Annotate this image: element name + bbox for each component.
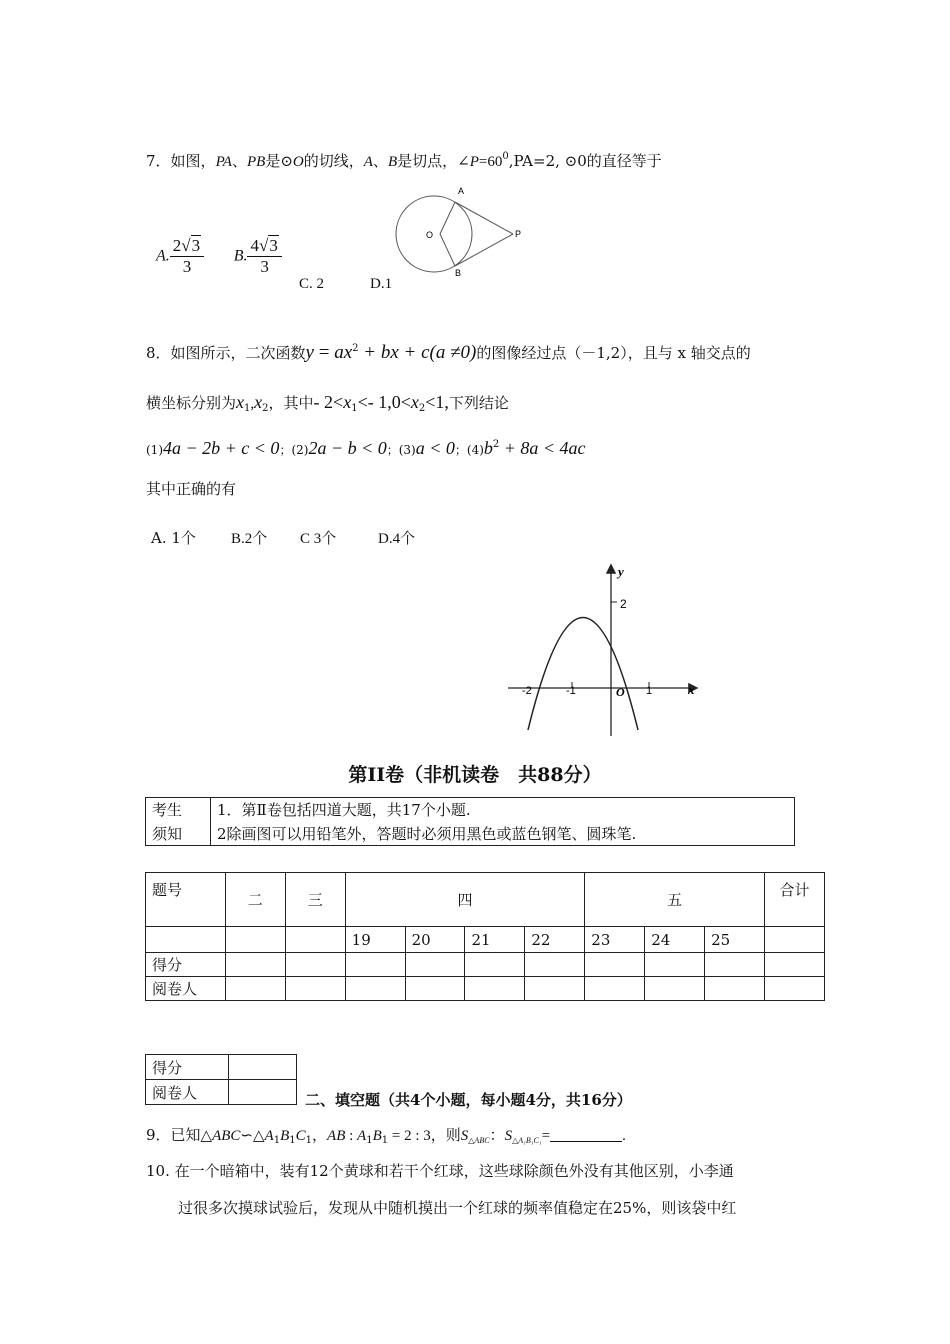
q7-tangent-figure <box>392 180 532 282</box>
q8-ineq-2: <- 1,0< <box>357 392 411 412</box>
score-cell <box>225 977 285 1001</box>
q8-func-cond: (a ≠0) <box>429 342 477 363</box>
score-cell <box>465 977 525 1001</box>
q7-option-c: C. 2 <box>299 276 325 292</box>
q9-colon2: ： <box>489 1126 505 1144</box>
q8-text-after: 的图像经过点（－1,2），且与 x 轴交点的 <box>476 344 751 362</box>
q7-deg: 0 <box>502 151 509 162</box>
score-cell <box>285 953 345 977</box>
q8-c4-label: ；(4) <box>454 443 484 457</box>
score-num-21: 21 <box>465 927 525 953</box>
q8-c4-sq: 2 <box>492 439 500 450</box>
small-score-table <box>145 1054 297 1105</box>
score-cell <box>645 953 705 977</box>
q8-c4-b: b <box>483 438 493 458</box>
q8-x1-sub: 1 <box>244 403 251 414</box>
q8-graph-origin: O <box>616 685 625 699</box>
score-row-grader: 阅卷人 <box>146 977 226 1001</box>
q7-text-f: ,PA=2, ⊙0的直径等于 <box>508 152 662 170</box>
q7-fig-label-p: P <box>515 229 522 239</box>
q9-tri2-b: B <box>280 1128 290 1144</box>
q9-tri2-pre: △A <box>253 1128 274 1144</box>
q7-sep1: 、 <box>231 152 247 170</box>
score-sec5: 五 <box>585 873 765 927</box>
q8-func-a: ax <box>334 342 353 363</box>
score-cell <box>225 953 285 977</box>
score-num-23: 23 <box>585 927 645 953</box>
q7-option-b-coef: 4 <box>250 236 259 255</box>
q8-ineq-x2: x <box>410 392 419 412</box>
q7-sep2: 、 <box>372 152 388 170</box>
score-sec3: 三 <box>285 873 345 927</box>
q7-text-a: 如图， <box>170 152 216 170</box>
q7-radius-ob <box>440 234 455 266</box>
score-cell <box>525 953 585 977</box>
q7-pb: PB <box>246 154 266 170</box>
q9-ratio-b: B <box>372 1128 382 1144</box>
q8-conclusions <box>146 438 586 459</box>
small-score-cell <box>229 1055 297 1080</box>
q8-func-sq: 2 <box>352 343 359 354</box>
q8-x2: x <box>254 392 263 412</box>
score-total: 合计 <box>765 873 825 927</box>
score-table <box>145 872 825 1001</box>
q7-fig-label-a: A <box>458 186 465 196</box>
score-cell <box>225 927 285 953</box>
score-num-25: 25 <box>705 927 765 953</box>
q7-option-a-den: 3 <box>182 257 192 276</box>
q9-line <box>146 1124 626 1146</box>
q9-ratio-a: A <box>357 1128 367 1144</box>
score-cell <box>345 953 405 977</box>
q8-graph-y-label: y <box>618 564 624 579</box>
q9-s2: S <box>504 1128 513 1144</box>
q9-sub2: 1 <box>289 1135 296 1146</box>
score-cell <box>585 953 645 977</box>
score-num-20: 20 <box>405 927 465 953</box>
q7-text-d: 是切点， <box>397 152 458 170</box>
q8-x1: x <box>236 392 245 412</box>
q7-option-a-rad: 3 <box>191 236 201 255</box>
q7-text-c: 的切线， <box>303 152 364 170</box>
q7-option-b-rad: 3 <box>269 236 278 255</box>
score-header: 题号 <box>146 873 226 927</box>
score-cell <box>345 977 405 1001</box>
score-row-score: 得分 <box>146 953 226 977</box>
score-cell <box>285 977 345 1001</box>
q7-text-b: 是 <box>265 152 281 170</box>
q9-end: . <box>622 1128 626 1144</box>
q7-fig-label-o: O <box>426 230 434 240</box>
q7-circle-o: ⊙O <box>280 154 304 170</box>
q9-s: S <box>460 1128 469 1144</box>
small-score-cell <box>229 1080 297 1105</box>
score-cell <box>765 953 825 977</box>
q8-parabola-graph <box>500 560 705 738</box>
q7-stem <box>146 150 662 171</box>
q8-line-1 <box>146 342 751 364</box>
q8-line2-a: 横坐标分别为 <box>146 394 237 412</box>
q8-c3-label: ；(3) <box>386 443 416 457</box>
q8-ineq-x2-sub: 2 <box>418 403 426 414</box>
q7-option-a-label: A. <box>156 247 170 265</box>
q8-c3-expr: a < 0 <box>415 438 455 458</box>
score-cell <box>705 953 765 977</box>
q8-line-2 <box>146 392 509 414</box>
q8-func-y: y <box>305 342 314 363</box>
q9-s-sub1: △ABC <box>468 1136 490 1145</box>
q7-number: 7． <box>146 152 171 170</box>
q9-number: 9．已知 <box>146 1126 201 1144</box>
q8-parabola-curve <box>528 618 638 731</box>
q9-answer-blank <box>550 1127 622 1142</box>
q8-correct-prompt: 其中正确的有 <box>146 480 237 498</box>
small-row-grader: 阅卷人 <box>146 1080 229 1105</box>
q9-tri1: △ABC <box>200 1128 241 1144</box>
q7-b: B <box>387 154 398 170</box>
q8-func-eq: = <box>313 342 335 363</box>
q8-c1-expr: 4a − 2b + c < 0 <box>163 438 280 458</box>
notice-label-2: 须知 <box>146 822 211 846</box>
q8-func-rest: + bx + c <box>358 342 430 363</box>
q8-c1-label: (1) <box>146 443 163 457</box>
q8-ineq-x1-sub: 1 <box>351 403 358 414</box>
score-cell <box>585 977 645 1001</box>
q8-option-b: B.2个 <box>231 531 268 547</box>
q8-graph-tick-neg1: -1 <box>566 685 576 697</box>
score-sec4: 四 <box>345 873 585 927</box>
q7-option-b-label: B. <box>233 247 248 265</box>
q7-option-b-fraction: $\frac{4√3}{3}$ <box>247 236 281 277</box>
q7-radius-oa <box>440 202 455 234</box>
score-num-19: 19 <box>345 927 405 953</box>
q9-s-sub2: △A₁B₁C₁ <box>512 1136 542 1145</box>
score-cell <box>285 927 345 953</box>
q9-ratio-l: AB <box>327 1128 346 1144</box>
q8-comma: , <box>250 396 255 412</box>
q7-option-a-fraction: $\frac{2√3}{3}$ <box>170 236 204 277</box>
q8-option-d: D.4个 <box>378 531 416 547</box>
q7-fig-label-b: B <box>455 268 462 278</box>
q7-options <box>156 236 282 296</box>
q9-sub3: 1 <box>305 1135 313 1146</box>
q9-rs2: 1 <box>381 1135 389 1146</box>
q8-c4-rest: + 8a < 4ac <box>499 438 586 458</box>
q7-circle <box>396 196 472 272</box>
q8-number: 8．如图所示，二次函数 <box>146 344 306 362</box>
q9-ratio-val: = 2 : 3 <box>388 1128 431 1144</box>
q8-line2-c: 下列结论 <box>448 394 509 412</box>
notice-line-1: 1．第Ⅱ卷包括四道大题，共17个小题. <box>211 798 795 822</box>
q8-option-c: C 3个 <box>300 531 337 547</box>
q9-sep: ， <box>312 1126 328 1144</box>
q8-ineq-3: <1, <box>425 392 449 412</box>
q9-then: ，则 <box>430 1126 461 1144</box>
score-sec2: 二 <box>225 873 285 927</box>
q7-text-e: =60 <box>478 154 503 170</box>
q7-option-a-coef: 2 <box>172 236 182 255</box>
q8-ineq-x1: x <box>343 392 352 412</box>
q8-x2-sub: 2 <box>262 403 269 414</box>
small-row-score: 得分 <box>146 1055 229 1080</box>
q7-a: A <box>363 154 373 170</box>
q8-c2-expr: 2a − b < 0 <box>308 438 387 458</box>
q10-line-2: 过很多次摸球试验后，发现从中随机摸出一个红球的频率值稳定在25%，则该袋中红 <box>178 1199 737 1217</box>
section-title-fill-in: 二、填空题（共4个小题，每小题4分，共16分） <box>305 1091 632 1109</box>
q8-option-a: A. 1个 <box>151 529 196 547</box>
q10-line-1: 10. 在一个暗箱中，装有12个黄球和若干个红球，这些球除颜色外没有其他区别，小李通 <box>146 1162 734 1180</box>
q8-line2-b: ，其中 <box>268 394 314 412</box>
q8-graph-tick-neg2: -2 <box>522 685 532 697</box>
q7-tangent-pa <box>455 202 513 234</box>
score-cell <box>405 953 465 977</box>
score-num-22: 22 <box>525 927 585 953</box>
score-cell <box>765 977 825 1001</box>
q9-eq: = <box>541 1128 551 1144</box>
q9-sim: ∽ <box>240 1128 253 1144</box>
q8-graph-tick-y2: 2 <box>620 597 627 611</box>
score-cell <box>465 953 525 977</box>
score-cell <box>705 977 765 1001</box>
q7-tangent-pb <box>455 234 513 266</box>
notice-line-2: 2除画图可以用铅笔外，答题时必须用黑色或蓝色钢笔、圆珠笔. <box>211 822 795 846</box>
score-cell <box>765 927 825 953</box>
q7-option-d: D.1 <box>370 276 393 292</box>
q7-angle: ∠P <box>457 154 479 170</box>
q9-tri2-c: C <box>295 1128 306 1144</box>
score-cell <box>146 927 226 953</box>
q7-option-b-den: 3 <box>260 257 269 276</box>
q9-sub1: 1 <box>273 1135 281 1146</box>
q8-c2-label: ；(2) <box>279 443 309 457</box>
score-num-24: 24 <box>645 927 705 953</box>
notice-table <box>145 797 795 846</box>
q9-rs1: 1 <box>366 1135 373 1146</box>
q7-pa: PA <box>215 154 232 170</box>
q8-graph-tick-1: 1 <box>646 685 653 697</box>
q8-graph-x-label: x <box>688 682 695 697</box>
score-cell <box>645 977 705 1001</box>
notice-label-1: 考生 <box>146 798 211 822</box>
part2-title: 第II卷（非机读卷 共88分） <box>348 764 602 786</box>
score-cell <box>405 977 465 1001</box>
score-cell <box>525 977 585 1001</box>
q9-colon: : <box>345 1128 358 1144</box>
q8-ineq-1: - 2< <box>313 392 344 412</box>
